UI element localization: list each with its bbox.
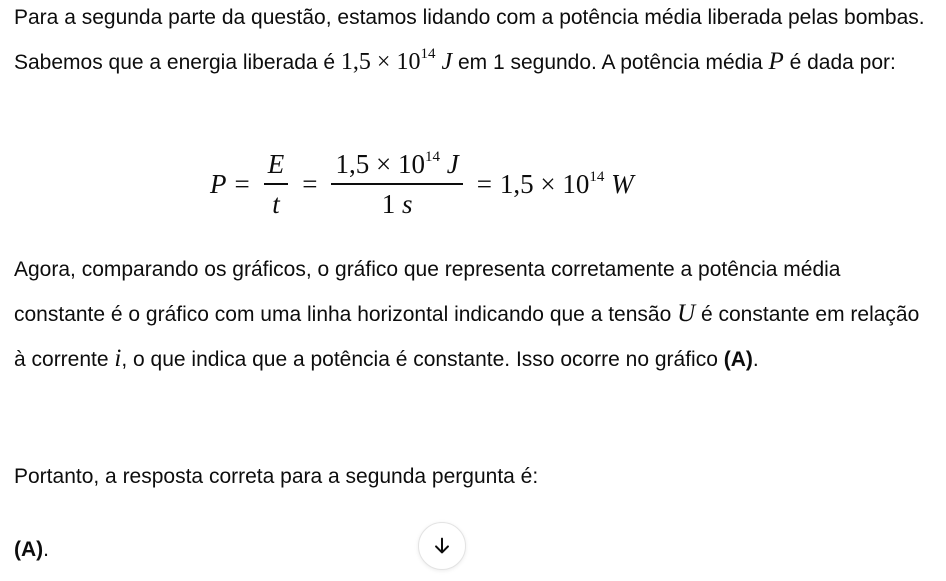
eq-result: $1,5 \times 10^{14}$ W (499, 168, 634, 199)
var-u: U (677, 300, 696, 327)
final-answer: (A) (14, 538, 44, 561)
answer-inline: (A) (723, 348, 753, 371)
eq-sign-3: = (476, 168, 492, 199)
eq-lhs: P (210, 168, 227, 199)
intro-text-3: é dada por: (783, 51, 896, 74)
energy-value: $1,5 \times 10^{14}$ J (340, 46, 453, 75)
var-p: P (768, 48, 784, 75)
fraction-energy-over-time: $\frac{1,5 \times 10^{14} J}{1 s}$ (331, 148, 462, 220)
intro-text: Para a segunda parte da questão, estamos lidando com a potência média liberada pelas bombas. Sabemos que a energia liberada é (14, 6, 925, 74)
arrow-down-icon (431, 535, 453, 557)
intro-text-2: em 1 segundo. A potência média (452, 51, 769, 74)
paragraph-intro (14, 0, 934, 85)
power-equation (14, 138, 934, 228)
paragraph-conclusion: Portanto, a resposta correta para a segunda pergunta é: (14, 465, 539, 488)
paragraph-analysis: Agora, comparando os gráficos, o gráfico que representa corretamente a potência média constante é o gráfico com uma linha horizontal indicando que a tensão U é constante em relação à corrente i, o que indica que a potência é constante. Isso ocorre no gráfico (A). (14, 258, 920, 372)
fraction-e-over-t: $\frac{E}{t}$ (264, 148, 289, 220)
var-i: i (114, 345, 122, 372)
scroll-to-bottom-button[interactable] (418, 522, 466, 570)
eq-sign: = (234, 168, 250, 199)
paragraph-answer: (A). (14, 538, 49, 561)
eq-sign-2: = (302, 168, 318, 199)
